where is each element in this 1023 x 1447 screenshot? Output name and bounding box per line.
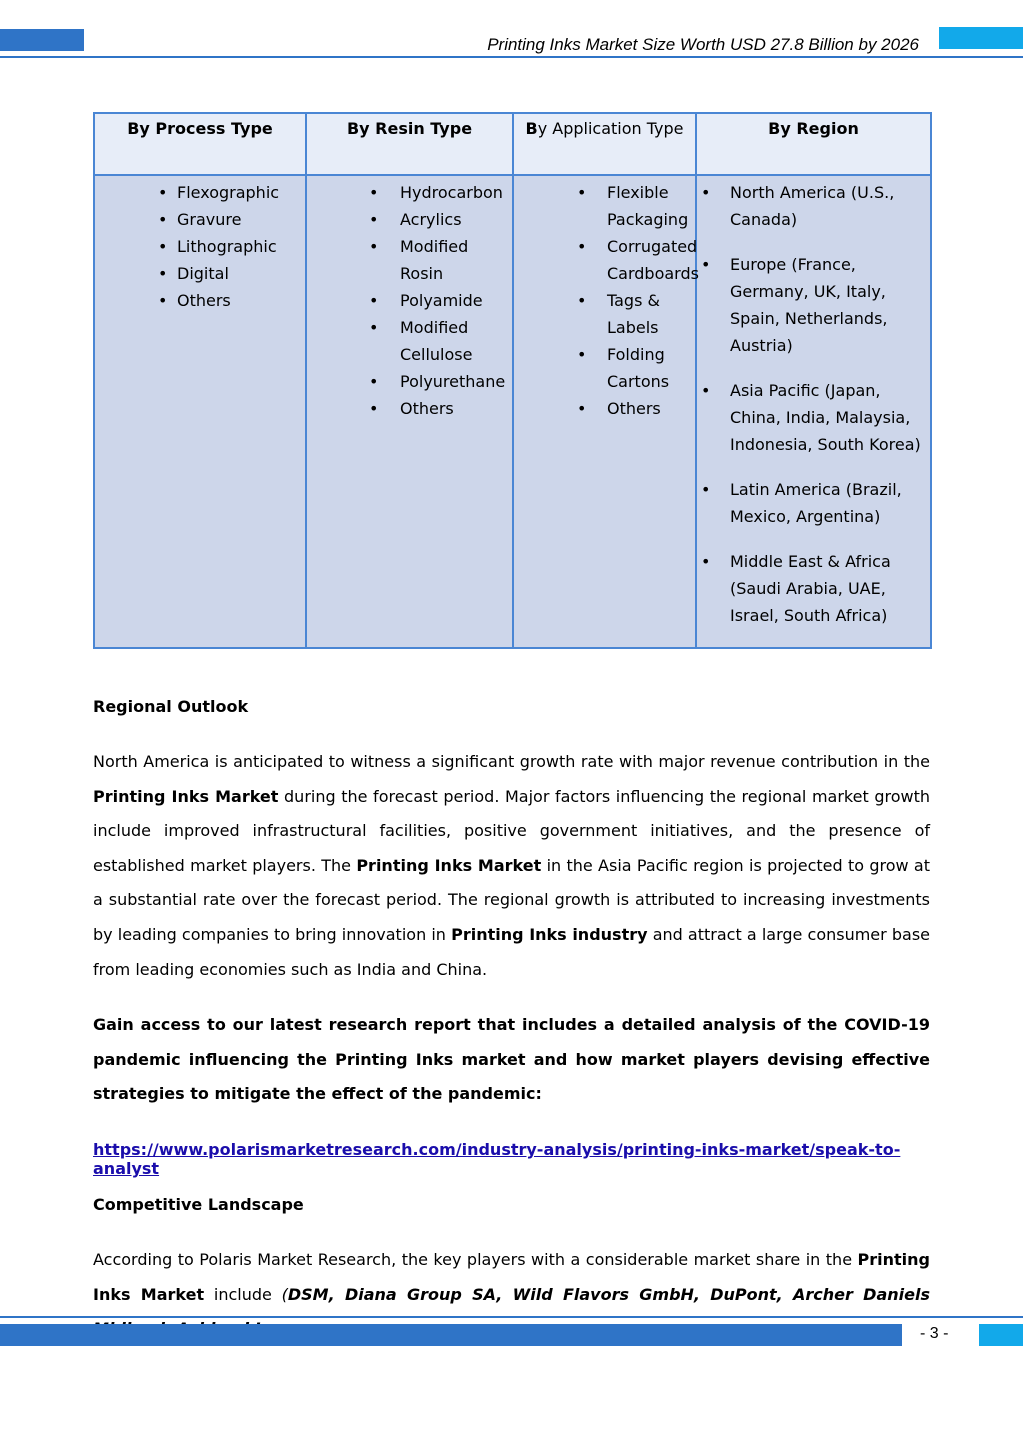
list-item: • Others [95,287,305,314]
header-application-rest: y Application Type [537,119,684,138]
list-item: • Polyamide [307,287,512,314]
list-item: • Digital [95,260,305,287]
speak-to-analyst-link-wrap [93,1140,930,1178]
header-resin-type: By Resin Type [306,113,513,175]
header-application-type [513,113,696,175]
resin-type-list [307,179,512,422]
application-type-cell [513,175,699,648]
text-run: include [204,1284,282,1304]
footer-rule [0,1316,1023,1318]
list-item: • Others [514,395,695,422]
speak-to-analyst-link[interactable]: https://www.polarismarketresearch.com/industry-analysis/printing-inks-market/speak-to-analyst [93,1140,901,1178]
list-item: • Europe (France, Germany, UK, Italy, Spain, Netherlands, Austria) [697,251,930,359]
header-region: By Region [696,113,931,175]
text-run: North America is anticipated to witness a significant growth rate with major revenue contribution in the [93,752,930,771]
page-number: - 3 - [920,1325,949,1342]
list-item: • Folding Cartons [514,341,695,395]
bold-run: Printing Inks Market [356,855,542,875]
list-item: • Asia Pacific (Japan, China, India, Malaysia, Indonesia, South Korea) [697,377,930,458]
list-item: • Lithographic [95,233,305,260]
regional-outlook-paragraph [93,745,930,987]
bold-run: Printing Inks industry [451,924,648,944]
text-run: According to Polaris Market Research, the key players with a considerable market share in the [93,1250,858,1269]
bold-italic-run: DSM, Diana Group SA, Wild Flavors GmbH, DuPont, Archer Daniels [287,1284,930,1304]
list-item: • Flexographic [95,179,305,206]
header-left-bar [0,29,84,51]
application-type-list [514,179,699,422]
segmentation-table-container [93,112,930,639]
list-item: • Others [307,395,512,422]
header-right-bar [939,27,1023,49]
process-type-cell [94,175,306,648]
text-run: in the Asia Pacific region is projected to grow at a substantial rate over the forecast period. The regional growth is attributed to increasing investments by leading companies to bring innovation in [93,855,931,944]
process-type-list [95,179,305,314]
list-item: • Hydrocarbon [307,179,512,206]
header-application-initial: B [525,119,538,138]
italic-run: ( [281,1284,288,1304]
header-rule [0,56,1023,58]
bold-run: Printing Inks Market [93,1250,930,1304]
bold-run: Printing Inks Market [93,786,279,806]
list-item: • Latin America (Brazil, Mexico, Argentina) [697,476,930,530]
text-run: and attract a large consumer base from leading economies such as India and China. [93,924,931,979]
regional-outlook-heading: Regional Outlook [93,697,249,716]
list-item: • Modified Cellulose [307,314,512,368]
list-item: • Tags & Labels [514,287,695,341]
list-item: • Flexible Packaging [514,179,695,233]
header-process-type: By Process Type [94,113,306,175]
resin-type-cell [306,175,513,648]
list-item: • Middle East & Africa (Saudi Arabia, UAE, Israel, South Africa) [697,548,930,629]
page-header-title: Printing Inks Market Size Worth USD 27.8 Billion by 2026 [487,35,919,54]
region-list [697,179,930,629]
competitive-landscape-heading: Competitive Landscape [93,1195,304,1214]
list-item: • Gravure [95,206,305,233]
text-run: during the forecast period. Major factors influencing the regional market growth include improved infrastructural facilities, positive government initiatives, and the presence of established market players. The [93,786,930,875]
segmentation-table [93,112,932,649]
list-item: • North America (U.S., Canada) [697,179,930,233]
list-item: • Modified Rosin [307,233,512,287]
region-cell [696,175,931,648]
covid-cta-paragraph: Gain access to our latest research report that includes a detailed analysis of the COVID-19 pandemic influencing the Printing Inks market and how market players devising effective strategies to mitigate the effect of the pandemic: [93,1015,930,1104]
list-item: • Polyurethane [307,368,512,395]
list-item: • Acrylics [307,206,512,233]
footer-right-bar [979,1324,1023,1346]
list-item: • Corrugated Cardboards [514,233,695,287]
footer-bar [0,1324,902,1346]
